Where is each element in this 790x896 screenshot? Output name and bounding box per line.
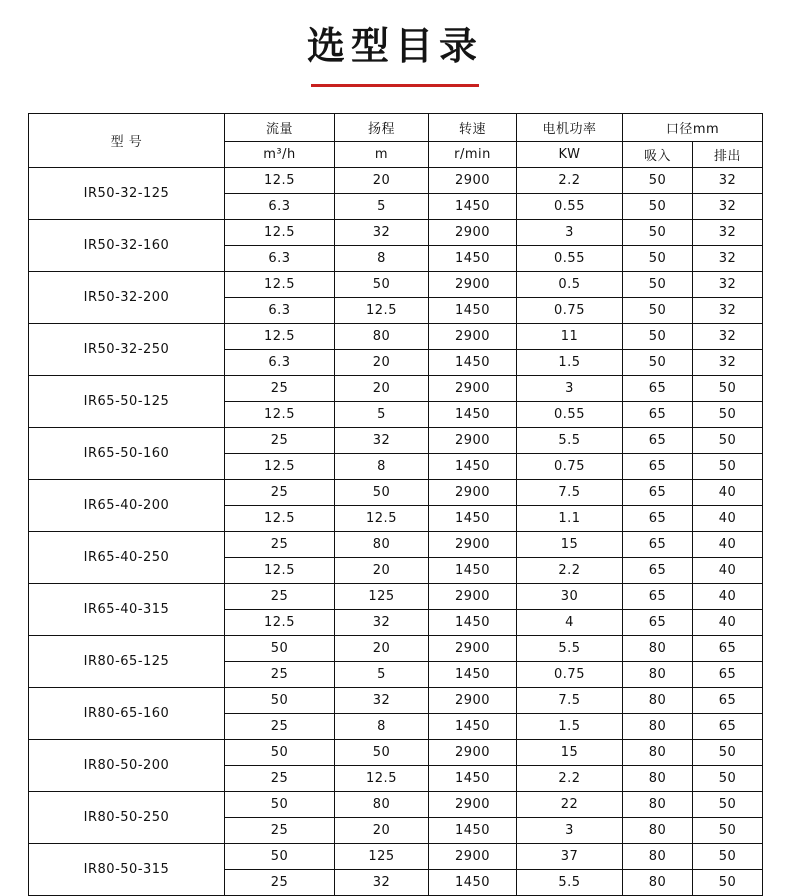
cell-flow: 6.3	[225, 349, 335, 375]
cell-flow: 12.5	[225, 323, 335, 349]
header-caliber: 口径mm	[623, 113, 763, 141]
cell-discharge: 32	[693, 349, 763, 375]
cell-power: 37	[517, 843, 623, 869]
cell-flow: 50	[225, 635, 335, 661]
cell-flow: 50	[225, 687, 335, 713]
cell-suction: 80	[623, 687, 693, 713]
cell-head: 5	[335, 401, 429, 427]
cell-flow: 25	[225, 661, 335, 687]
cell-head: 8	[335, 713, 429, 739]
table-row	[29, 687, 763, 713]
cell-discharge: 65	[693, 635, 763, 661]
cell-head: 20	[335, 349, 429, 375]
cell-power: 15	[517, 531, 623, 557]
cell-flow: 12.5	[225, 557, 335, 583]
cell-flow: 25	[225, 427, 335, 453]
cell-flow: 6.3	[225, 297, 335, 323]
cell-discharge: 50	[693, 375, 763, 401]
cell-speed: 2900	[429, 167, 517, 193]
cell-flow: 50	[225, 791, 335, 817]
cell-flow: 12.5	[225, 219, 335, 245]
unit-head: m	[335, 141, 429, 167]
cell-power: 22	[517, 791, 623, 817]
table-row	[29, 375, 763, 401]
cell-head: 8	[335, 453, 429, 479]
unit-speed: r/min	[429, 141, 517, 167]
cell-suction: 50	[623, 167, 693, 193]
cell-head: 12.5	[335, 765, 429, 791]
cell-discharge: 32	[693, 219, 763, 245]
cell-flow: 25	[225, 583, 335, 609]
cell-suction: 80	[623, 739, 693, 765]
cell-flow: 50	[225, 739, 335, 765]
cell-head: 80	[335, 791, 429, 817]
cell-power: 0.55	[517, 401, 623, 427]
cell-discharge: 32	[693, 245, 763, 271]
cell-flow: 12.5	[225, 505, 335, 531]
cell-discharge: 32	[693, 271, 763, 297]
cell-flow: 25	[225, 531, 335, 557]
cell-flow: 12.5	[225, 167, 335, 193]
cell-power: 3	[517, 375, 623, 401]
cell-model: IR80-65-125	[29, 635, 225, 687]
unit-flow: m³/h	[225, 141, 335, 167]
cell-suction: 50	[623, 297, 693, 323]
cell-head: 5	[335, 661, 429, 687]
cell-speed: 2900	[429, 219, 517, 245]
cell-speed: 1450	[429, 401, 517, 427]
cell-suction: 80	[623, 635, 693, 661]
cell-head: 125	[335, 583, 429, 609]
cell-power: 5.5	[517, 869, 623, 895]
cell-flow: 25	[225, 713, 335, 739]
unit-power: KW	[517, 141, 623, 167]
cell-suction: 65	[623, 531, 693, 557]
cell-head: 20	[335, 635, 429, 661]
cell-suction: 65	[623, 401, 693, 427]
cell-discharge: 50	[693, 869, 763, 895]
cell-power: 4	[517, 609, 623, 635]
header-row-names	[29, 113, 763, 141]
cell-speed: 2900	[429, 427, 517, 453]
cell-suction: 80	[623, 765, 693, 791]
cell-flow: 25	[225, 479, 335, 505]
cell-power: 5.5	[517, 635, 623, 661]
cell-suction: 80	[623, 713, 693, 739]
table-row	[29, 791, 763, 817]
cell-discharge: 50	[693, 817, 763, 843]
cell-flow: 25	[225, 765, 335, 791]
cell-speed: 1450	[429, 349, 517, 375]
cell-suction: 50	[623, 349, 693, 375]
cell-speed: 1450	[429, 765, 517, 791]
cell-speed: 1450	[429, 661, 517, 687]
cell-head: 32	[335, 609, 429, 635]
cell-power: 2.2	[517, 765, 623, 791]
cell-speed: 1450	[429, 609, 517, 635]
cell-suction: 80	[623, 661, 693, 687]
cell-suction: 65	[623, 479, 693, 505]
cell-model: IR50-32-200	[29, 271, 225, 323]
cell-power: 2.2	[517, 167, 623, 193]
cell-discharge: 50	[693, 453, 763, 479]
cell-model: IR50-32-160	[29, 219, 225, 271]
cell-discharge: 40	[693, 609, 763, 635]
cell-discharge: 65	[693, 661, 763, 687]
header-suction: 吸入	[623, 141, 693, 167]
cell-head: 125	[335, 843, 429, 869]
cell-flow: 12.5	[225, 609, 335, 635]
cell-power: 0.5	[517, 271, 623, 297]
table-row	[29, 843, 763, 869]
cell-discharge: 50	[693, 401, 763, 427]
cell-suction: 50	[623, 271, 693, 297]
cell-model: IR50-32-125	[29, 167, 225, 219]
table-row	[29, 583, 763, 609]
cell-speed: 1450	[429, 869, 517, 895]
cell-speed: 1450	[429, 817, 517, 843]
cell-head: 20	[335, 817, 429, 843]
cell-discharge: 32	[693, 193, 763, 219]
cell-model: IR65-40-250	[29, 531, 225, 583]
cell-speed: 2900	[429, 271, 517, 297]
cell-suction: 65	[623, 583, 693, 609]
cell-speed: 1450	[429, 245, 517, 271]
cell-discharge: 32	[693, 297, 763, 323]
cell-head: 32	[335, 687, 429, 713]
table-row	[29, 167, 763, 193]
cell-head: 8	[335, 245, 429, 271]
cell-discharge: 40	[693, 479, 763, 505]
cell-model: IR65-40-315	[29, 583, 225, 635]
header-power: 电机功率	[517, 113, 623, 141]
cell-suction: 65	[623, 609, 693, 635]
cell-suction: 50	[623, 245, 693, 271]
cell-power: 7.5	[517, 479, 623, 505]
table-row	[29, 635, 763, 661]
table-row	[29, 479, 763, 505]
table-header	[29, 113, 763, 167]
cell-speed: 2900	[429, 479, 517, 505]
header-flow: 流量	[225, 113, 335, 141]
cell-suction: 65	[623, 453, 693, 479]
cell-power: 15	[517, 739, 623, 765]
cell-flow: 25	[225, 375, 335, 401]
cell-discharge: 50	[693, 791, 763, 817]
cell-head: 32	[335, 427, 429, 453]
cell-power: 0.55	[517, 245, 623, 271]
cell-model: IR65-40-200	[29, 479, 225, 531]
cell-speed: 1450	[429, 193, 517, 219]
cell-head: 20	[335, 557, 429, 583]
cell-power: 0.55	[517, 193, 623, 219]
cell-speed: 2900	[429, 635, 517, 661]
cell-discharge: 50	[693, 427, 763, 453]
table-row	[29, 739, 763, 765]
cell-model: IR80-50-250	[29, 791, 225, 843]
cell-power: 0.75	[517, 453, 623, 479]
table-row	[29, 219, 763, 245]
spec-table	[28, 113, 763, 896]
cell-flow: 12.5	[225, 271, 335, 297]
cell-head: 12.5	[335, 297, 429, 323]
header-speed: 转速	[429, 113, 517, 141]
cell-suction: 50	[623, 219, 693, 245]
cell-head: 5	[335, 193, 429, 219]
cell-power: 30	[517, 583, 623, 609]
cell-power: 3	[517, 219, 623, 245]
cell-discharge: 32	[693, 167, 763, 193]
cell-discharge: 40	[693, 531, 763, 557]
header-discharge: 排出	[693, 141, 763, 167]
cell-speed: 1450	[429, 713, 517, 739]
cell-speed: 1450	[429, 557, 517, 583]
header-model: 型 号	[29, 113, 225, 167]
cell-discharge: 40	[693, 557, 763, 583]
cell-head: 50	[335, 739, 429, 765]
cell-head: 80	[335, 531, 429, 557]
table-row	[29, 271, 763, 297]
cell-power: 5.5	[517, 427, 623, 453]
cell-suction: 50	[623, 323, 693, 349]
cell-power: 1.5	[517, 713, 623, 739]
table-body	[29, 167, 763, 895]
cell-discharge: 65	[693, 687, 763, 713]
cell-head: 20	[335, 167, 429, 193]
cell-model: IR65-50-160	[29, 427, 225, 479]
cell-head: 50	[335, 271, 429, 297]
cell-flow: 25	[225, 817, 335, 843]
cell-flow: 6.3	[225, 245, 335, 271]
cell-discharge: 32	[693, 323, 763, 349]
cell-head: 20	[335, 375, 429, 401]
cell-model: IR65-50-125	[29, 375, 225, 427]
cell-speed: 1450	[429, 297, 517, 323]
cell-model: IR80-50-200	[29, 739, 225, 791]
cell-speed: 2900	[429, 791, 517, 817]
title-block	[0, 0, 790, 87]
cell-speed: 2900	[429, 687, 517, 713]
header-head: 扬程	[335, 113, 429, 141]
cell-discharge: 50	[693, 843, 763, 869]
cell-discharge: 50	[693, 765, 763, 791]
spec-table-container	[28, 113, 762, 896]
cell-speed: 2900	[429, 843, 517, 869]
cell-suction: 80	[623, 869, 693, 895]
cell-power: 0.75	[517, 297, 623, 323]
cell-suction: 65	[623, 557, 693, 583]
cell-model: IR80-65-160	[29, 687, 225, 739]
cell-speed: 1450	[429, 505, 517, 531]
cell-power: 7.5	[517, 687, 623, 713]
table-row	[29, 531, 763, 557]
cell-head: 50	[335, 479, 429, 505]
cell-speed: 2900	[429, 375, 517, 401]
title-underline	[311, 84, 479, 87]
cell-suction: 80	[623, 791, 693, 817]
cell-discharge: 40	[693, 583, 763, 609]
cell-speed: 2900	[429, 531, 517, 557]
cell-discharge: 40	[693, 505, 763, 531]
page-title: 选型目录	[306, 24, 483, 68]
cell-speed: 1450	[429, 453, 517, 479]
cell-suction: 65	[623, 505, 693, 531]
table-row	[29, 427, 763, 453]
cell-suction: 65	[623, 427, 693, 453]
cell-suction: 50	[623, 193, 693, 219]
cell-head: 32	[335, 869, 429, 895]
cell-flow: 12.5	[225, 453, 335, 479]
cell-power: 3	[517, 817, 623, 843]
cell-speed: 2900	[429, 739, 517, 765]
cell-suction: 80	[623, 817, 693, 843]
cell-power: 0.75	[517, 661, 623, 687]
cell-suction: 80	[623, 843, 693, 869]
cell-power: 1.1	[517, 505, 623, 531]
cell-head: 32	[335, 219, 429, 245]
cell-flow: 25	[225, 869, 335, 895]
cell-discharge: 50	[693, 739, 763, 765]
cell-flow: 6.3	[225, 193, 335, 219]
cell-head: 80	[335, 323, 429, 349]
table-row	[29, 323, 763, 349]
cell-speed: 2900	[429, 583, 517, 609]
cell-power: 2.2	[517, 557, 623, 583]
cell-model: IR50-32-250	[29, 323, 225, 375]
cell-model: IR80-50-315	[29, 843, 225, 895]
cell-power: 1.5	[517, 349, 623, 375]
cell-suction: 65	[623, 375, 693, 401]
cell-speed: 2900	[429, 323, 517, 349]
cell-flow: 50	[225, 843, 335, 869]
cell-discharge: 65	[693, 713, 763, 739]
cell-head: 12.5	[335, 505, 429, 531]
cell-power: 11	[517, 323, 623, 349]
cell-flow: 12.5	[225, 401, 335, 427]
